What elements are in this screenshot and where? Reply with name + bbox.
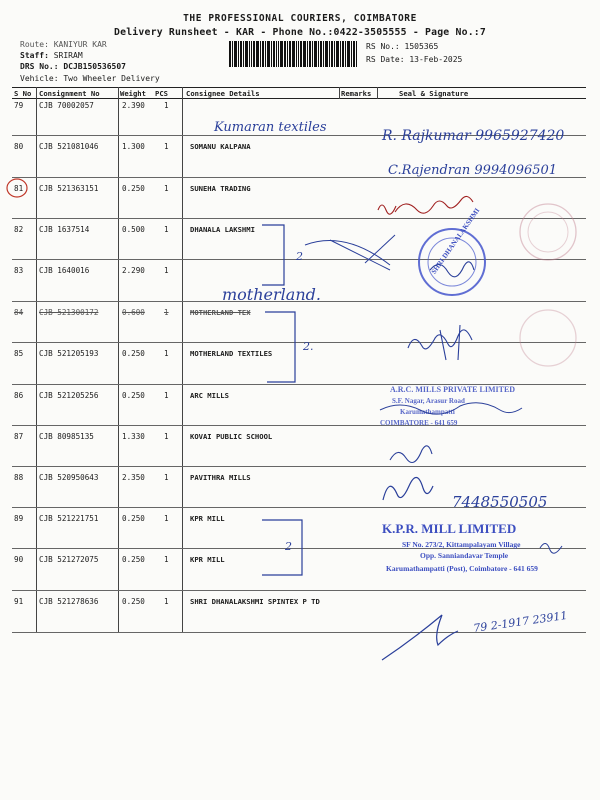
row-pcs: 1 [164, 432, 169, 441]
row-weight: 1.330 [122, 432, 145, 441]
row-consignment: CJB 521363151 [39, 184, 99, 193]
bracket-note-89-90: 2 [285, 540, 292, 553]
staff-line [20, 51, 83, 60]
rs-no-line [366, 42, 438, 51]
vehicle-label: Vehicle: [20, 74, 59, 83]
col-pcs-header: PCS [155, 89, 168, 98]
barcode [229, 41, 357, 67]
row-weight: 1.300 [122, 142, 145, 151]
row-separator [12, 342, 586, 343]
row-pcs: 1 [164, 101, 169, 110]
row-pcs: 1 [164, 555, 169, 564]
row-separator [12, 590, 586, 591]
bracket-rows-84-85 [265, 312, 295, 382]
row-pcs: 1 [164, 349, 169, 358]
row-consignee: ARC MILLS [190, 391, 229, 400]
row-separator [12, 301, 586, 302]
staff-label: Staff: [20, 51, 49, 60]
row-pcs: 1 [164, 184, 169, 193]
vehicle-value: Two Wheeler Delivery [63, 74, 160, 83]
row-pcs: 1 [164, 514, 169, 523]
row-pcs: 1 [164, 473, 169, 482]
row-weight: 0.250 [122, 514, 145, 523]
column-divider [377, 87, 378, 99]
signature-row-86 [380, 403, 522, 414]
row-consignee: MOTHERLAND TEXTILES [190, 349, 273, 358]
column-divider [118, 87, 119, 632]
row-sno: 80 [14, 142, 24, 151]
row-sno: 91 [14, 597, 24, 606]
col-remarks-header: Remarks [341, 89, 372, 98]
row-separator [12, 548, 586, 549]
row-consignment: CJB 1637514 [39, 225, 90, 234]
route-line [20, 40, 107, 49]
handwritten-motherland: motherland. [222, 285, 321, 304]
table-header [12, 87, 586, 99]
row-consignment: CJB 521205256 [39, 391, 99, 400]
faded-round-stamp [520, 310, 576, 366]
rs-date-label: RS Date: [366, 55, 405, 64]
row-consignee: KPR MILL [190, 555, 225, 564]
drs-value: DCJB150536507 [63, 62, 126, 71]
row-consignment: CJB 521278636 [39, 597, 99, 606]
row-consignment: CJB 80985135 [39, 432, 94, 441]
company-title: THE PROFESSIONAL COURIERS, COIMBATORE [183, 13, 417, 24]
handwritten-phone-2: C.Rajendran 9994096501 [388, 163, 558, 178]
arc-stamp-line-3: Karumathampatti [400, 408, 455, 416]
col-seal-header: Seal & Signature [399, 89, 469, 98]
row-separator [12, 466, 586, 467]
row-sno: 85 [14, 349, 24, 358]
vehicle-line [20, 74, 160, 83]
runsheet-subtitle: Delivery Runsheet - KAR - Phone No.:0422-3505555 - Page No.:7 [114, 27, 486, 38]
column-divider [182, 87, 183, 632]
row-pcs: 1 [164, 142, 169, 151]
row-consignee: MOTHERLAND TEX [190, 308, 251, 317]
col-sno-header: S No [14, 89, 32, 98]
row-consignee: DHANALA LAKSHMI [190, 225, 255, 234]
row-consignee: KOVAI PUBLIC SCHOOL [190, 432, 273, 441]
kpr-stamp-line-3: Karumathampatti (Post), Coimbatore - 641 659 [386, 564, 538, 573]
kpr-stamp-line-2: Opp. Sanniandavar Temple [420, 551, 509, 560]
row-consignment: CJB 70002057 [39, 101, 94, 110]
route-value: KANIYUR KAR [53, 40, 107, 49]
row-sno: 83 [14, 266, 24, 275]
dhanalakshmi-stamp-text: SHRI DHANALAKSHMI [429, 206, 482, 276]
row-consignment: CJB 521081046 [39, 142, 99, 151]
arc-mills-stamp [380, 385, 515, 427]
row-sno: 87 [14, 432, 24, 441]
row-weight: 2.290 [122, 266, 145, 275]
row-consignment: CJB 521272075 [39, 555, 99, 564]
row-separator [12, 218, 586, 219]
row-consignee: SUNEHA TRADING [190, 184, 251, 193]
row-pcs: 1 [164, 266, 169, 275]
row-sno: 84 [14, 308, 24, 317]
row-sno: 86 [14, 391, 24, 400]
dhanalakshmi-stamp [419, 229, 485, 295]
row-weight: 0.250 [122, 349, 145, 358]
faded-round-stamp [520, 204, 576, 260]
rs-date-value: 13-Feb-2025 [409, 55, 463, 64]
row-separator [12, 177, 586, 178]
arc-stamp-line-4: COIMBATORE - 641 659 [380, 419, 458, 427]
row-separator [12, 135, 586, 136]
handwritten-phone-3: 7448550505 [452, 493, 548, 511]
arrow-marks [305, 235, 395, 270]
row-consignee: SHRI DHANALAKSHMI SPINTEX P TD [190, 597, 320, 606]
row-sno: 89 [14, 514, 24, 523]
row-separator [12, 507, 586, 508]
route-label: Route: [20, 40, 49, 49]
row-sno: 82 [14, 225, 24, 234]
row-sno: 88 [14, 473, 24, 482]
row-consignee: PAVITHRA MILLS [190, 473, 251, 482]
row-weight: 0.250 [122, 597, 145, 606]
col-weight-header: Weight [120, 89, 146, 98]
row-weight: 2.390 [122, 101, 145, 110]
row-weight: 0.250 [122, 184, 145, 193]
row-consignee: SOMANU KALPANA [190, 142, 251, 151]
row-separator [12, 632, 586, 633]
row-pcs: 1 [164, 308, 169, 317]
row-weight: 2.350 [122, 473, 145, 482]
row-consignment: CJB 521205193 [39, 349, 99, 358]
row-consignment: CJB 1640016 [39, 266, 90, 275]
column-divider [339, 87, 340, 99]
handwritten-row-91-note: 79 2-1917 23911 [472, 608, 569, 635]
row-separator [12, 384, 586, 385]
row-sno: 90 [14, 555, 24, 564]
signature-row-91 [382, 615, 458, 660]
arc-stamp-line-1: A.R.C. MILLS PRIVATE LIMITED [390, 385, 516, 394]
handwritten-kumaran: Kumaran textiles [214, 120, 327, 135]
kpr-stamp-title: K.P.R. MILL LIMITED [382, 521, 517, 536]
handwritten-phone-1: R. Rajkumar 9965927420 [382, 128, 565, 144]
row-pcs: 1 [164, 597, 169, 606]
row-sno: 79 [14, 101, 24, 110]
bracket-note-82-83: 2 [296, 250, 303, 263]
bracket-rows-82-83 [262, 225, 284, 285]
drs-label: DRS No.: [20, 62, 59, 71]
arc-stamp-line-2: S.F. Nagar, Arasur Road [392, 397, 465, 405]
row-weight: 0.250 [122, 555, 145, 564]
row-consignee: KPR MILL [190, 514, 225, 523]
signature-row-87 [390, 446, 432, 463]
row-consignment: CJB 520950643 [39, 473, 99, 482]
rs-no-label: RS No.: [366, 42, 400, 51]
kpr-stamp-line-1: SF No. 273/2, Kittampalayam Village [402, 540, 521, 549]
col-consignment-header: Consignment No [39, 89, 100, 98]
bracket-note-84-85: 2. [303, 340, 314, 353]
row-sno: 81 [14, 184, 24, 193]
col-consignee-header: Consignee Details [186, 89, 260, 98]
drs-line [20, 62, 126, 71]
signature-row-81 [378, 196, 473, 214]
row-separator [12, 425, 586, 426]
row-pcs: 1 [164, 225, 169, 234]
row-separator [12, 259, 586, 260]
row-weight: 0.250 [122, 391, 145, 400]
rs-date-line [366, 55, 462, 64]
column-divider [36, 87, 37, 632]
rs-no-value: 1505365 [404, 42, 439, 51]
row-weight: 0.500 [122, 225, 145, 234]
kpr-mill-stamp [382, 521, 538, 573]
signature-row-88 [383, 477, 433, 500]
row-consignment: CJB 521221751 [39, 514, 99, 523]
row-consignment: CJB 521300172 [39, 308, 99, 317]
row-pcs: 1 [164, 391, 169, 400]
staff-value: SRIRAM [53, 51, 83, 60]
row-weight: 0.600 [122, 308, 145, 317]
